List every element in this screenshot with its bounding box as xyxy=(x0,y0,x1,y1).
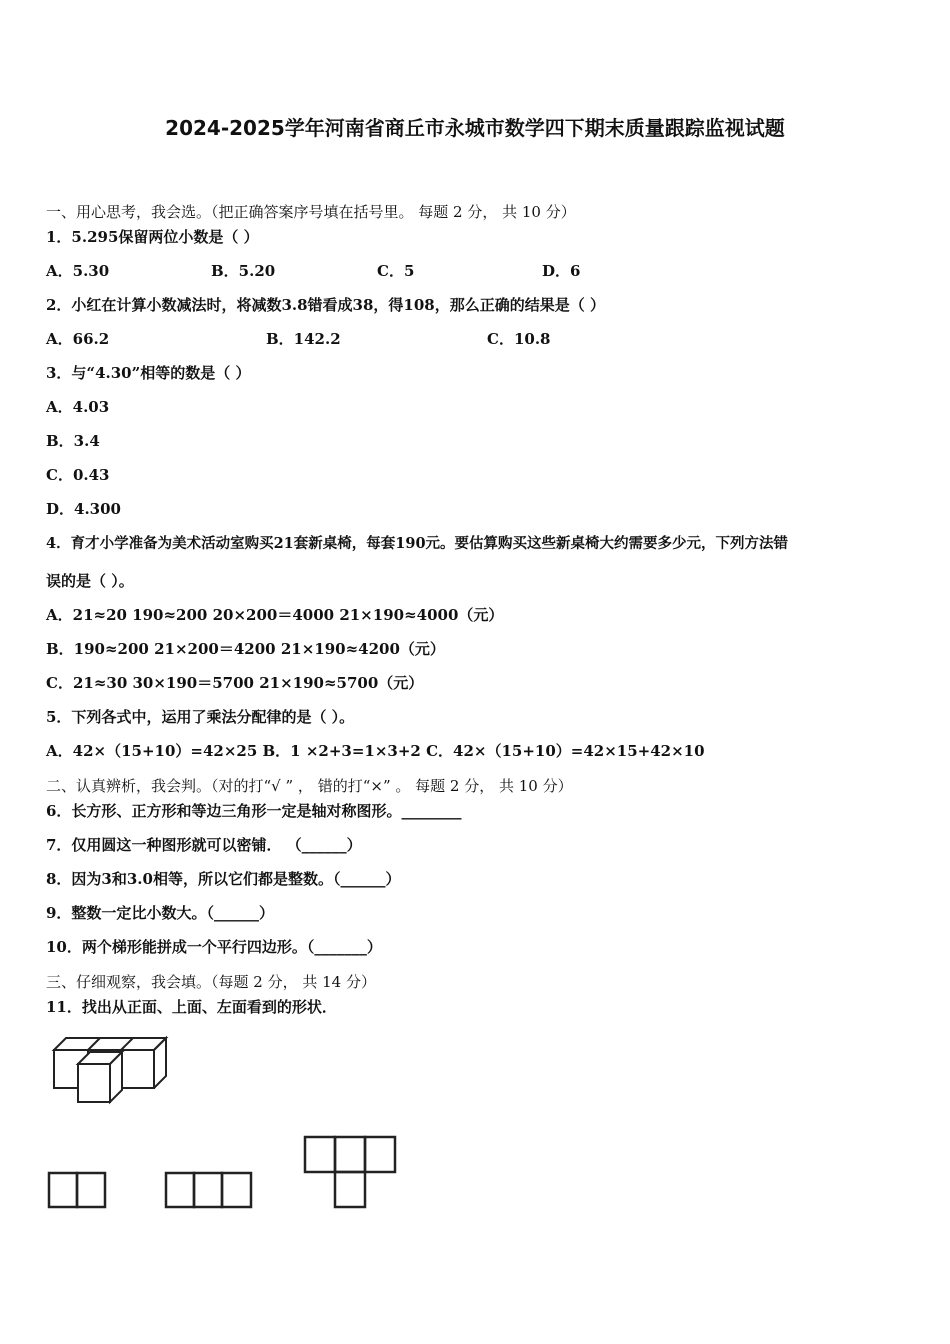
section-2-heading: 二、认真辨析，我会判。（对的打“√ ” ， 错的打“×” 。 每题 2 分， 共 10 分） xyxy=(46,777,573,795)
q8-stem: 8．因为3和3.0相等，所以它们都是整数。（______） xyxy=(46,870,401,888)
q6-stem: 6．长方形、正方形和等边三角形一定是轴对称图形。________ xyxy=(46,802,462,820)
q9-stem: 9．整数一定比小数大。（______） xyxy=(46,904,274,922)
q1-option-d: D．6 xyxy=(542,262,581,280)
q3-option-b: B．3.4 xyxy=(46,432,100,450)
q1-option-b: B．5.20 xyxy=(211,262,276,280)
section-3-heading: 三、仔细观察，我会填。（每题 2 分， 共 14 分） xyxy=(46,973,376,991)
q4-stem-line1: 4．育才小学准备为美术活动室购买21套新桌椅，每套190元。要估算购买这些新桌椅大约需要多少元，下列方法错 xyxy=(46,535,789,552)
q1-stem: 1．5.295保留两位小数是（ ） xyxy=(46,228,259,246)
q3-stem: 3．与“4.30”相等的数是（ ） xyxy=(46,364,251,382)
q3-option-d: D．4.300 xyxy=(46,500,121,518)
q4-option-b: B．190≈200 21×200＝4200 21×190≈4200（元） xyxy=(46,640,445,658)
q1-option-c: C．5 xyxy=(377,262,415,280)
view-option-t-shape xyxy=(303,1135,397,1209)
q3-option-a: A．4.03 xyxy=(46,398,110,416)
q4-option-a: A．21≈20 190≈200 20×200＝4000 21×190≈4000（元） xyxy=(46,606,504,624)
q5-options: A．42×（15+10）=42×25 B．1 ×2+3=1×3+2 C．42×（15+10）=42×15+42×10 xyxy=(46,742,705,760)
q11-stem: 11．找出从正面、上面、左面看到的形状． xyxy=(46,998,337,1016)
q7-stem: 7．仅用圆这一种图形就可以密铺． （______） xyxy=(46,836,362,854)
q2-stem: 2．小红在计算小数减法时，将减数3.8错看成38，得108，那么正确的结果是（ ） xyxy=(46,296,605,314)
view-option-two-squares xyxy=(47,1171,107,1209)
q4-stem-line2: 误的是（ ）。 xyxy=(46,572,134,590)
q4-option-c: C．21≈30 30×190＝5700 21×190≈5700（元） xyxy=(46,674,424,692)
page-title: 2024-2025学年河南省商丘市永城市数学四下期末质量跟踪监视试题 xyxy=(165,116,785,140)
view-option-three-squares xyxy=(164,1171,254,1209)
cube-stack-figure xyxy=(48,1034,173,1106)
section-1-heading: 一、用心思考，我会选。（把正确答案序号填在括号里。 每题 2 分， 共 10 分） xyxy=(46,203,576,221)
q2-option-a: A．66.2 xyxy=(46,330,110,348)
q10-stem: 10．两个梯形能拼成一个平行四边形。（_______） xyxy=(46,938,382,956)
q2-option-c: C．10.8 xyxy=(487,330,551,348)
q2-option-b: B．142.2 xyxy=(266,330,341,348)
q3-option-c: C．0.43 xyxy=(46,466,110,484)
q1-option-a: A．5.30 xyxy=(46,262,110,280)
q5-stem: 5．下列各式中，运用了乘法分配律的是（ ）。 xyxy=(46,708,355,726)
